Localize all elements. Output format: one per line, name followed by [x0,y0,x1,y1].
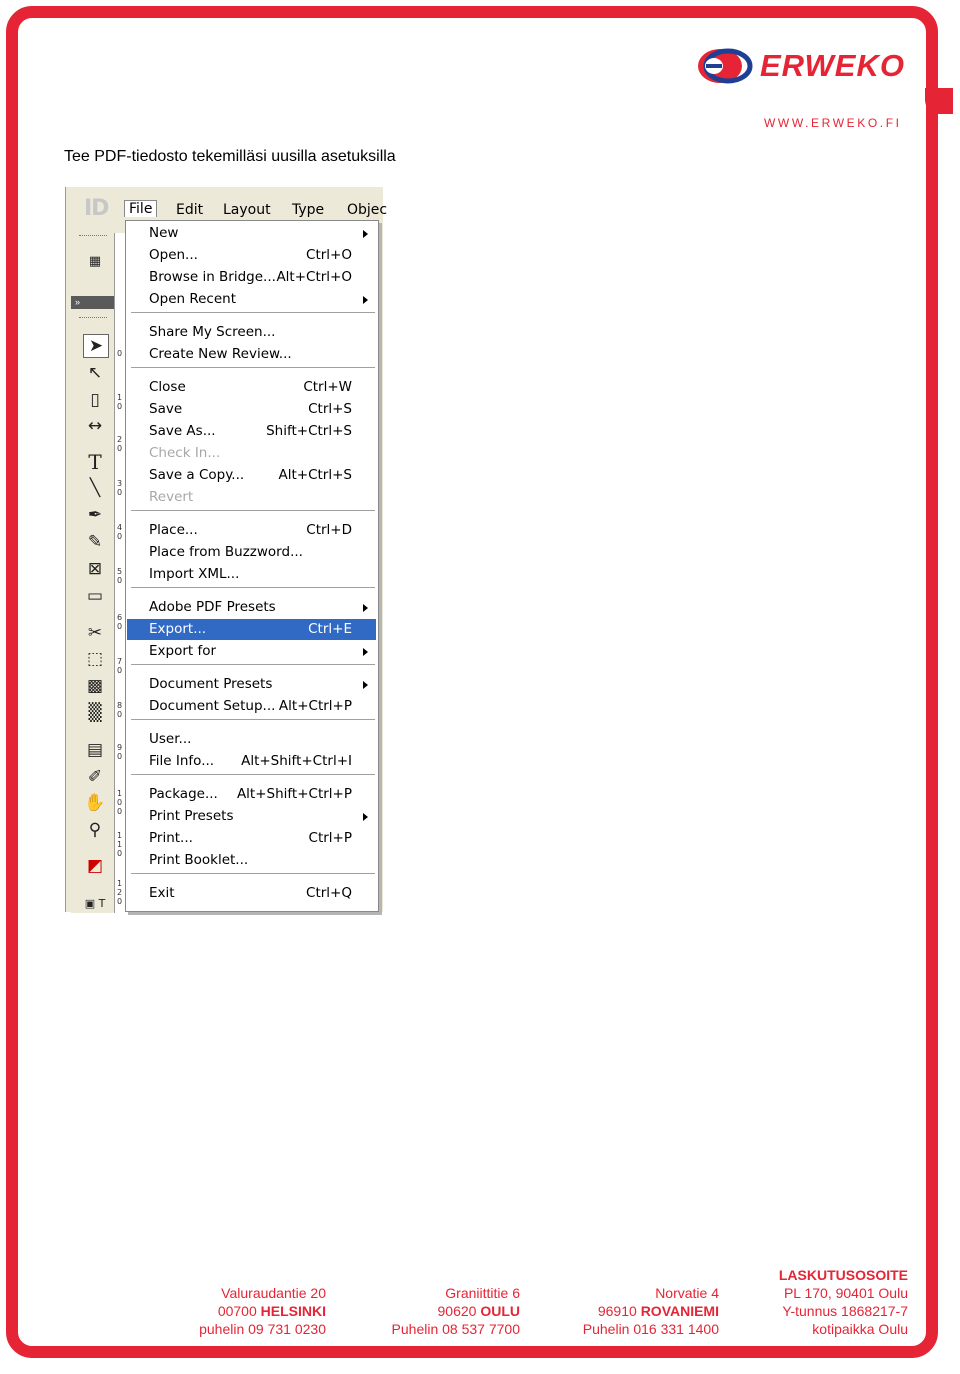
menu-item-shortcut: Alt+Ctrl+P [278,698,352,714]
menu-item-document-setup[interactable] [127,696,376,717]
menu-object[interactable]: Objec [347,202,388,218]
menu-separator [131,664,375,666]
submenu-arrow-icon [363,681,368,689]
helsinki-street: Valuraudantie 20 [221,1285,326,1301]
menu-item-save[interactable] [127,399,376,420]
menu-item-label: Save a Copy... [149,467,245,483]
menu-item-label: Save As... [149,423,216,439]
website-url[interactable]: WWW.ERWEKO.FI [764,116,902,130]
ruler-label: 2 0 [117,435,123,453]
menu-separator [131,873,375,875]
collapse-bar[interactable]: » [71,296,123,309]
ruler-label: 9 0 [117,743,123,761]
page-heading: Tee PDF-tiedosto tekemilläsi uusilla asetuksilla [64,148,396,165]
menu-item-label: Exit [149,885,175,901]
menu-file[interactable]: File [124,200,157,217]
erweko-logo [696,46,905,86]
menu-item-label: Adobe PDF Presets [149,599,276,615]
menu-item-close[interactable] [127,377,376,398]
menu-item-label: New [149,225,179,241]
menu-item-file-info[interactable] [127,751,376,772]
ruler-label: 1 1 0 [117,831,123,858]
menu-item-open[interactable] [127,245,376,266]
pencil-tool-icon[interactable]: ✎ [87,532,103,552]
menu-separator [131,774,375,776]
menu-item-label: Export... [149,621,207,637]
indesign-logo: ID [84,196,109,221]
toolbox-grip-2[interactable] [79,317,107,320]
ruler-label: 3 0 [117,479,123,497]
menu-item-shortcut: Ctrl+W [303,379,352,395]
menu-item-revert [127,487,376,508]
menu-item-export-for[interactable] [127,641,376,662]
menu-item-label: User... [149,731,192,747]
ruler-label: 7 0 [117,657,123,675]
selection-tool-icon[interactable]: ➤ [83,334,109,358]
menu-item-save-as[interactable] [127,421,376,442]
rovaniemi-postcode: 96910 [597,1303,637,1319]
menu-item-shortcut: Shift+Ctrl+S [266,423,352,439]
oulu-postcode: 90620 [437,1303,477,1319]
control-panel-icon[interactable]: ▦ [88,254,102,269]
menu-item-print-booklet[interactable] [127,850,376,871]
menu-item-import-xml[interactable] [127,564,376,585]
billing-title: LASKUTUSOSOITE [778,1267,908,1283]
vertical-ruler [114,233,125,913]
rovaniemi-street: Norvatie 4 [655,1285,719,1301]
pen-tool-icon[interactable]: ✒ [87,505,103,525]
menu-item-browse-in-bridge[interactable] [127,267,376,288]
office-rovaniemi [583,1284,719,1338]
submenu-arrow-icon [363,296,368,304]
oulu-city: OULU [480,1303,520,1319]
menu-item-shortcut: Ctrl+O [306,247,352,263]
menu-item-save-a-copy[interactable] [127,465,376,486]
oulu-street: Graniittitie 6 [445,1285,520,1301]
hand-tool-icon[interactable]: ✋ [84,793,106,813]
menu-item-shortcut: Ctrl+Q [306,885,352,901]
menu-item-check-in [127,443,376,464]
menu-item-open-recent[interactable] [127,289,376,310]
eyedropper-tool-icon[interactable]: ✐ [87,767,103,787]
submenu-arrow-icon [363,813,368,821]
billing-line2: Y-tunnus 1868217-7 [782,1303,908,1319]
menu-item-adobe-pdf-presets[interactable] [127,597,376,618]
menu-edit[interactable]: Edit [176,202,204,218]
menu-item-share-my-screen[interactable] [127,322,376,343]
ruler-label: 4 0 [117,523,123,541]
gradient-swatch-tool-icon[interactable]: ▩ [86,676,104,696]
submenu-arrow-icon [363,230,368,238]
menu-item-label: Share My Screen... [149,324,276,340]
menu-separator [131,719,375,721]
billing-address [779,1266,908,1338]
menu-item-label: Package... [149,786,218,802]
ruler-label: 5 0 [117,567,123,585]
menu-item-new[interactable] [127,223,376,244]
menu-item-user[interactable] [127,729,376,750]
billing-line3: kotipaikka Oulu [812,1321,908,1337]
menu-item-shortcut: Ctrl+S [308,401,352,417]
menu-layout[interactable]: Layout [223,202,271,218]
ruler-label: 6 0 [117,613,123,631]
menu-item-label: Check In... [149,445,221,461]
ruler-label: 1 0 [117,393,123,411]
menu-item-label: Document Presets [149,676,273,692]
erweko-logo-icon [696,46,756,86]
helsinki-postcode: 00700 [217,1303,257,1319]
rovaniemi-city: ROVANIEMI [640,1303,719,1319]
helsinki-phone: puhelin 09 731 0230 [199,1321,326,1337]
menu-item-shortcut: Alt+Shift+Ctrl+P [236,786,352,802]
menu-item-place-from-buzzword[interactable] [127,542,376,563]
fill-stroke-icon[interactable]: ◩ [86,856,104,876]
page-tool-icon[interactable]: ▯ [90,390,100,410]
menu-item-print-presets[interactable] [127,806,376,827]
menu-item-shortcut: Alt+Ctrl+S [278,467,352,483]
ruler-label: 8 0 [117,701,123,719]
menu-type[interactable]: Type [292,202,325,218]
menu-separator [131,312,375,314]
menu-separator [131,510,375,512]
scissors-tool-icon[interactable]: ✂ [87,623,103,643]
rectangle-frame-tool-icon[interactable]: ⊠ [87,559,103,579]
ruler-label: 1 0 0 [117,789,123,816]
menu-item-print[interactable] [127,828,376,849]
menu-item-label: Print Booklet... [149,852,249,868]
submenu-arrow-icon [363,648,368,656]
billing-line1: PL 170, 90401 Oulu [783,1285,908,1301]
oulu-phone: Puhelin 08 537 7700 [391,1321,520,1337]
submenu-arrow-icon [363,604,368,612]
menu-item-label: Revert [149,489,194,505]
zoom-tool-icon[interactable]: ⚲ [88,820,102,840]
direct-selection-tool-icon[interactable]: ↖ [87,363,103,383]
office-helsinki [199,1284,326,1338]
file-menu-dropdown [125,220,379,912]
menu-item-place[interactable] [127,520,376,541]
menu-item-label: File Info... [149,753,215,769]
helsinki-city: HELSINKI [260,1303,326,1319]
menu-item-package[interactable] [127,784,376,805]
menu-item-label: Export for [149,643,217,659]
menu-item-label: Place... [149,522,198,538]
menu-item-label: Create New Review... [149,346,292,362]
frame-notch [925,88,953,114]
menu-item-create-new-review[interactable] [127,344,376,365]
brand-name: ERWEKO [760,48,905,83]
menu-item-label: Import XML... [149,566,240,582]
menu-item-shortcut: Ctrl+E [308,621,352,637]
menu-item-label: Place from Buzzword... [149,544,303,560]
toolbox-grip[interactable] [79,235,107,238]
menu-item-export[interactable] [127,619,376,640]
menu-item-shortcut: Alt+Shift+Ctrl+I [241,753,352,769]
ruler-label: 1 2 0 [117,879,123,906]
menu-item-label: Document Setup... [149,698,276,714]
menu-item-shortcut: Alt+Ctrl+O [276,269,352,285]
menu-item-shortcut: Ctrl+D [306,522,352,538]
menu-item-label: Save [149,401,183,417]
ruler-label: 0 [117,349,123,358]
gap-tool-icon[interactable]: ↔ [87,416,103,436]
rovaniemi-phone: Puhelin 016 331 1400 [582,1321,719,1337]
menu-item-shortcut: Ctrl+P [308,830,352,846]
menu-separator [131,587,375,589]
indesign-screenshot [65,187,388,912]
menubar [66,187,388,221]
menu-item-label: Open Recent [149,291,237,307]
menu-separator [131,367,375,369]
menu-item-document-presets[interactable] [127,674,376,695]
office-oulu [392,1284,520,1338]
note-tool-icon[interactable]: ▤ [86,740,104,760]
toolbox [71,233,113,913]
line-tool-icon[interactable]: ╲ [89,478,101,498]
free-transform-tool-icon[interactable]: ⬚ [86,649,104,669]
menu-item-label: Print Presets [149,808,234,824]
menu-item-label: Open... [149,247,198,263]
menu-item-label: Close [149,379,186,395]
rectangle-tool-icon[interactable]: ▭ [86,586,104,606]
menu-item-exit[interactable] [127,883,376,904]
menu-item-label: Browse in Bridge... [149,269,276,285]
formatting-icon[interactable]: ▣ T [84,897,106,910]
menu-item-label: Print... [149,830,193,846]
gradient-feather-tool-icon[interactable]: ▒ [88,703,102,723]
type-tool-icon[interactable]: T [88,450,102,474]
